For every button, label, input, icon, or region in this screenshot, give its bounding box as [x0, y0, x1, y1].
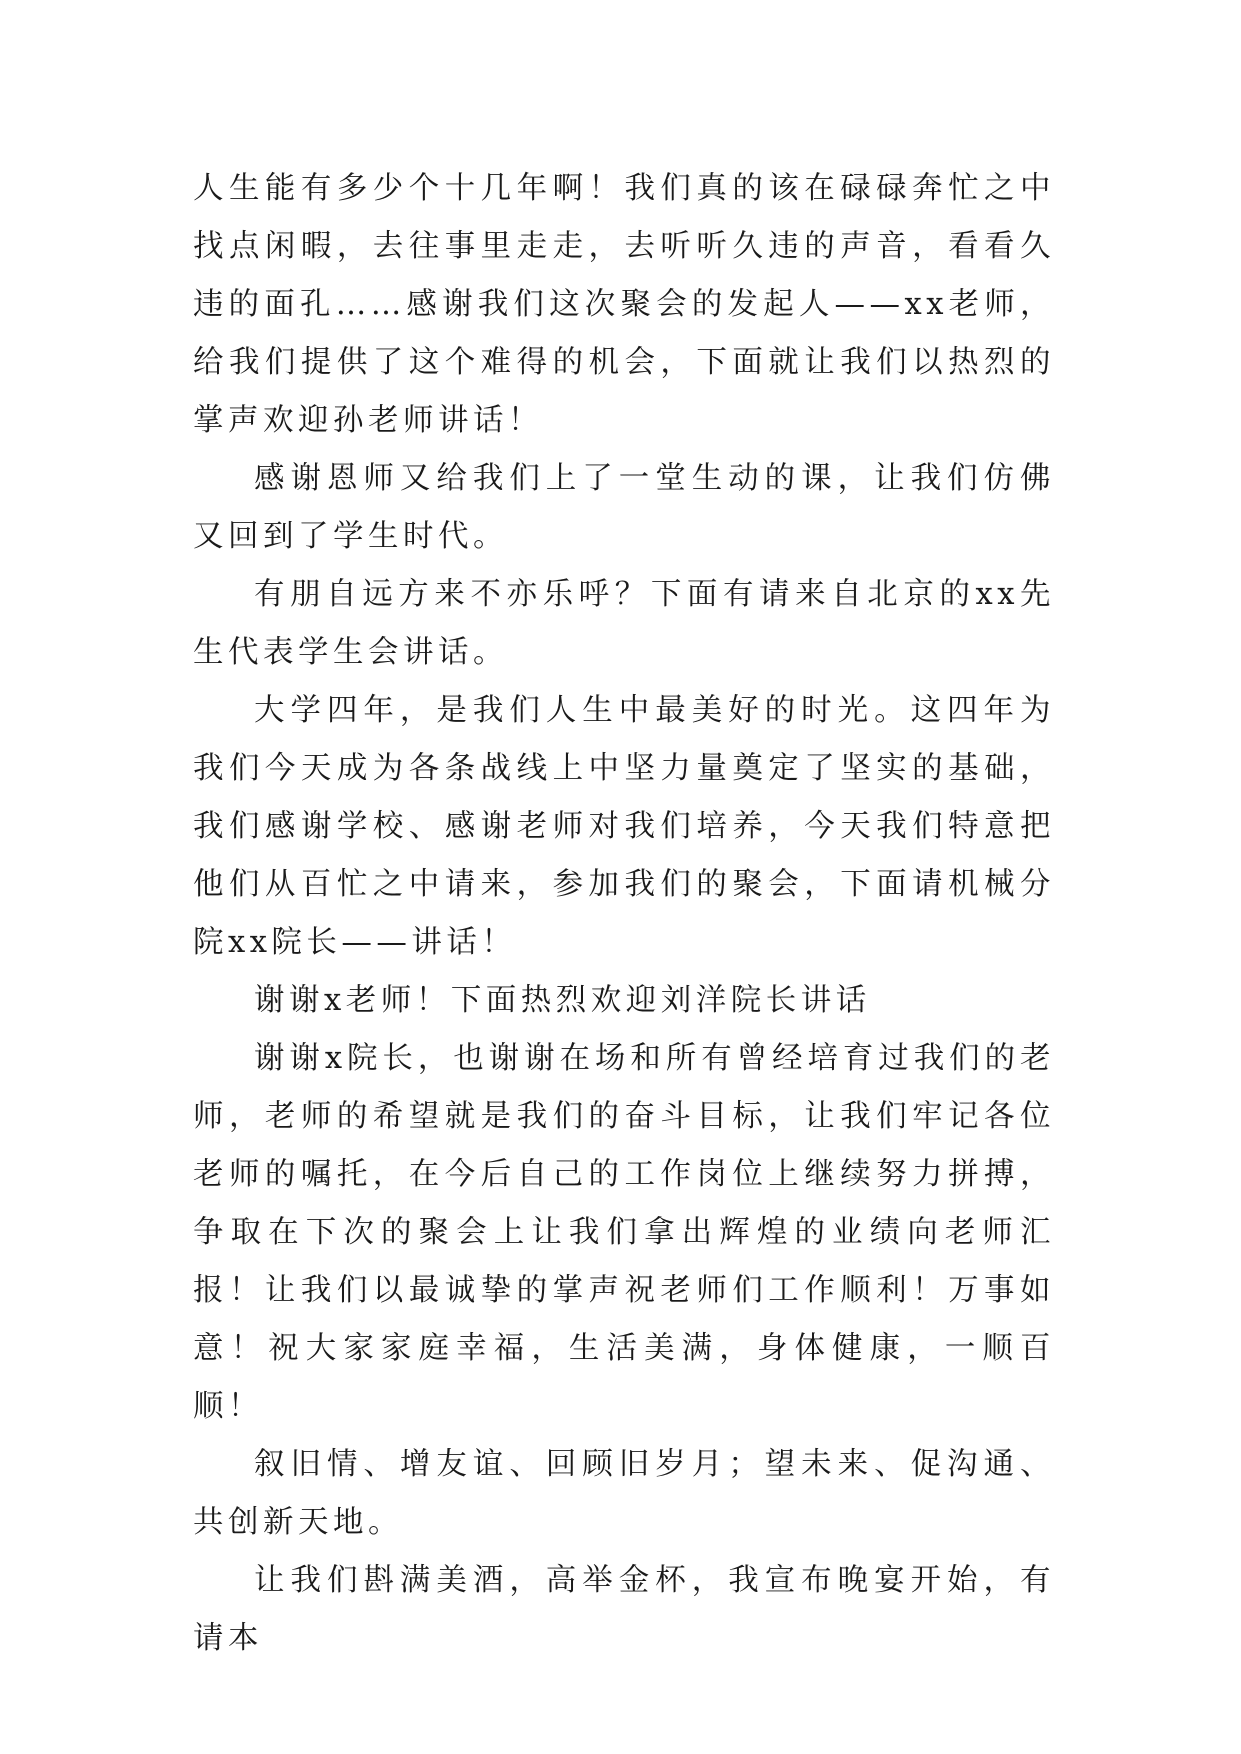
paragraph-7: 叙旧情、增友谊、回顾旧岁月；望未来、促沟通、共创新天地。: [193, 1447, 1055, 1540]
paragraph-8: 让我们斟满美酒，高举金杯，我宣布晚宴开始，有请本: [193, 1563, 1055, 1656]
paragraph-3: 有朋自远方来不亦乐呼？下面有请来自北京的xx先生代表学生会讲话。: [193, 577, 1055, 670]
paragraph-1: 人生能有多少个十几年啊！我们真的该在碌碌奔忙之中找点闲暇，去往事里走走，去听听久违的声音，看看久违的面孔……感谢我们这次聚会的发起人——xx老师，给我们提供了这个难得的机会，下面就让我们以热烈的掌声欢迎孙老师讲话！: [193, 171, 1055, 438]
paragraph-4: 大学四年，是我们人生中最美好的时光。这四年为我们今天成为各条战线上中坚力量奠定了坚实的基础，我们感谢学校、感谢老师对我们培养，今天我们特意把他们从百忙之中请来，参加我们的聚会，下面请机械分院xx院长——讲话！: [193, 693, 1055, 960]
paragraph-5: 谢谢x老师！下面热烈欢迎刘洋院长讲话: [254, 983, 871, 1018]
paragraph-2: 感谢恩师又给我们上了一堂生动的课，让我们仿佛又回到了学生时代。: [193, 461, 1055, 554]
paragraph-6: 谢谢x院长，也谢谢在场和所有曾经培育过我们的老师，老师的希望就是我们的奋斗目标，让我们牢记各位老师的嘱托，在今后自己的工作岗位上继续努力拼搏，争取在下次的聚会上让我们拿出辉煌的业绩向老师汇报！让我们以最诚挚的掌声祝老师们工作顺利！万事如意！祝大家家庭幸福，生活美满，身体健康，一顺百顺！: [193, 1041, 1055, 1424]
document-body: [193, 160, 1055, 1668]
